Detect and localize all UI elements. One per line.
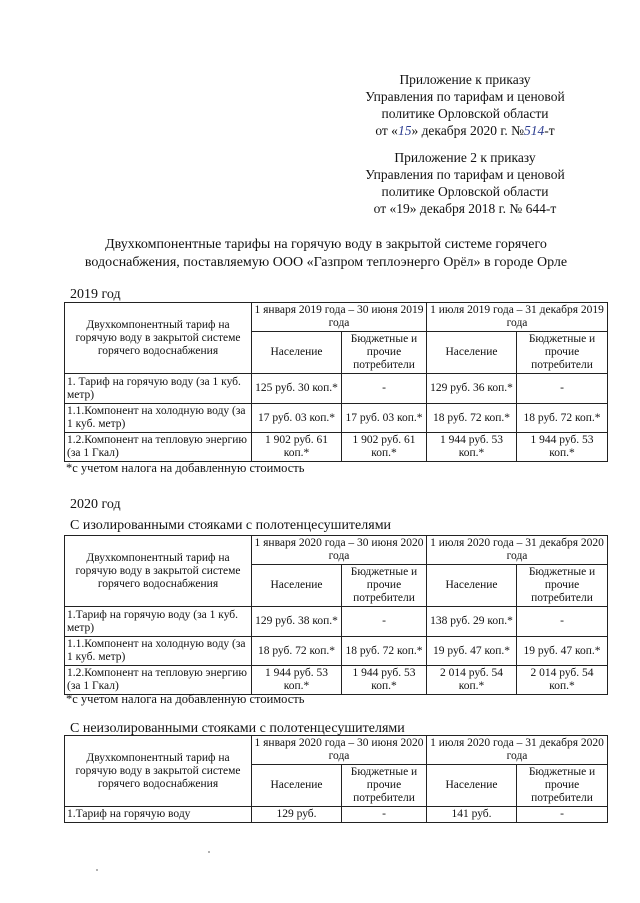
table-noniso-period1: 1 января 2020 года – 30 июня 2020 года <box>252 736 427 765</box>
table-2019-col-budget-2: Бюджетные и прочие потребители <box>517 332 608 374</box>
appendix-2020-line2: Управления по тарифам и ценовой <box>365 89 565 104</box>
table-iso-col-population-2: Население <box>427 565 517 607</box>
table-noniso-period2: 1 июля 2020 года – 31 декабря 2020 года <box>427 736 608 765</box>
appendix-2018-line1: Приложение 2 к приказу <box>394 150 536 165</box>
cell-value: 129 руб. 36 коп.* <box>427 374 517 404</box>
table-noniso-header-label: Двухкомпонентный тариф на горячую воду в закрытой системе горячего водоснабжения <box>65 736 252 807</box>
cell-value: - <box>342 374 427 404</box>
table-iso-period2: 1 июля 2020 года – 31 декабря 2020 года <box>427 536 608 565</box>
cell-value: 2 014 руб. 54 коп.* <box>517 666 608 695</box>
table-row <box>65 404 608 433</box>
cell-value: 129 руб. <box>252 807 342 823</box>
vat-note-2019: *с учетом налога на добавленную стоимость <box>66 461 305 475</box>
cell-value: - <box>342 607 427 637</box>
cell-value: 18 руб. 72 коп.* <box>342 637 427 666</box>
cell-value: 138 руб. 29 коп.* <box>427 607 517 637</box>
table-2019-period2: 1 июля 2019 года – 31 декабря 2019 года <box>427 303 608 332</box>
table-row <box>65 433 608 462</box>
cell-value: 141 руб. <box>427 807 517 823</box>
handwritten-day: 15 <box>397 123 412 138</box>
cell-value: 1 902 руб. 61 коп.* <box>342 433 427 462</box>
cell-value: - <box>517 607 608 637</box>
cell-value: - <box>517 807 608 823</box>
cell-value: 19 руб. 47 коп.* <box>427 637 517 666</box>
table-2019-header-label: Двухкомпонентный тариф на горячую воду в закрытой системе горячего водоснабжения <box>65 303 252 374</box>
tariff-table-2020-noninsulated <box>64 735 608 823</box>
scan-speck <box>208 851 210 853</box>
title-line2: водоснабжения, поставляемую ООО «Газпром теплоэнерго Орёл» в городе Орле <box>84 255 568 270</box>
appendix-2018-line4: от «19» декабря 2018 г. № 644-т <box>373 201 557 216</box>
row-label: 1.1.Компонент на холодную воду (за 1 куб. метр) <box>65 637 252 666</box>
row-label: 1.1.Компонент на холодную воду (за 1 куб. метр) <box>65 404 252 433</box>
table-iso-col-population-1: Население <box>252 565 342 607</box>
cell-value: 18 руб. 72 коп.* <box>427 404 517 433</box>
appendix-2020-line1: Приложение к приказу <box>399 72 531 87</box>
table-row <box>65 637 608 666</box>
table-iso-period1: 1 января 2020 года – 30 июня 2020 года <box>252 536 427 565</box>
row-label: 1.Тариф на горячую воду (за 1 куб. метр) <box>65 607 252 637</box>
table-2019-period1: 1 января 2019 года – 30 июня 2019 года <box>252 303 427 332</box>
table-noniso-col-budget-1: Бюджетные и прочие потребители <box>342 765 427 807</box>
table-iso-header-label: Двухкомпонентный тариф на горячую воду в закрытой системе горячего водоснабжения <box>65 536 252 607</box>
handwritten-number: 514 <box>524 123 545 138</box>
table-noniso-col-budget-2: Бюджетные и прочие потребители <box>517 765 608 807</box>
heading-2020: 2020 год <box>70 497 121 512</box>
cell-value: 1 944 руб. 53 коп.* <box>517 433 608 462</box>
row-label: 1.Тариф на горячую воду <box>65 807 252 823</box>
table-row <box>65 807 608 823</box>
row-label: 1.2.Компонент на тепловую энергию (за 1 Гкал) <box>65 433 252 462</box>
table-iso-col-budget-2: Бюджетные и прочие потребители <box>517 565 608 607</box>
appendix-2018-line3: политике Орловской области <box>381 184 549 199</box>
cell-value: 19 руб. 47 коп.* <box>517 637 608 666</box>
table-2019-col-budget-1: Бюджетные и прочие потребители <box>342 332 427 374</box>
vat-note-2020: *с учетом налога на добавленную стоимость <box>66 692 305 706</box>
document-title <box>40 236 612 272</box>
cell-value: 1 944 руб. 53 коп.* <box>427 433 517 462</box>
table-2019-col-population-2: Население <box>427 332 517 374</box>
table-noniso-col-population-1: Население <box>252 765 342 807</box>
cell-value: 1 944 руб. 53 коп.* <box>252 666 342 695</box>
cell-value: 18 руб. 72 коп.* <box>252 637 342 666</box>
tariff-table-2020-insulated <box>64 535 608 695</box>
cell-value: - <box>342 807 427 823</box>
appendix-2020-block <box>340 71 590 139</box>
tariff-table-2019 <box>64 302 608 462</box>
table-row <box>65 607 608 637</box>
appendix-2018-line2: Управления по тарифам и ценовой <box>365 167 565 182</box>
subheading-noninsulated: С неизолированными стояками с полотенцесушителями <box>70 721 405 736</box>
cell-value: - <box>517 374 608 404</box>
cell-value: 129 руб. 38 коп.* <box>252 607 342 637</box>
heading-2019: 2019 год <box>70 287 121 302</box>
title-line1: Двухкомпонентные тарифы на горячую воду в закрытой системе горячего <box>105 237 547 252</box>
subheading-insulated: С изолированными стояками с полотенцесушителями <box>70 518 392 533</box>
cell-value: 17 руб. 03 коп.* <box>342 404 427 433</box>
scan-speck <box>96 869 98 871</box>
cell-value: 17 руб. 03 коп.* <box>252 404 342 433</box>
row-label: 1.2.Компонент на тепловую энергию (за 1 Гкал) <box>65 666 252 695</box>
cell-value: 1 902 руб. 61 коп.* <box>252 433 342 462</box>
appendix-2020-line3: политике Орловской области <box>381 106 549 121</box>
table-row <box>65 374 608 404</box>
table-2019-col-population-1: Население <box>252 332 342 374</box>
table-iso-col-budget-1: Бюджетные и прочие потребители <box>342 565 427 607</box>
row-label: 1. Тариф на горячую воду (за 1 куб. метр) <box>65 374 252 404</box>
table-row <box>65 666 608 695</box>
appendix-2018-block <box>340 149 590 217</box>
table-noniso-col-population-2: Население <box>427 765 517 807</box>
cell-value: 2 014 руб. 54 коп.* <box>427 666 517 695</box>
cell-value: 125 руб. 30 коп.* <box>252 374 342 404</box>
cell-value: 1 944 руб. 53 коп.* <box>342 666 427 695</box>
appendix-2020-date: от «15» декабря 2020 г. №514-т <box>375 123 555 138</box>
cell-value: 18 руб. 72 коп.* <box>517 404 608 433</box>
